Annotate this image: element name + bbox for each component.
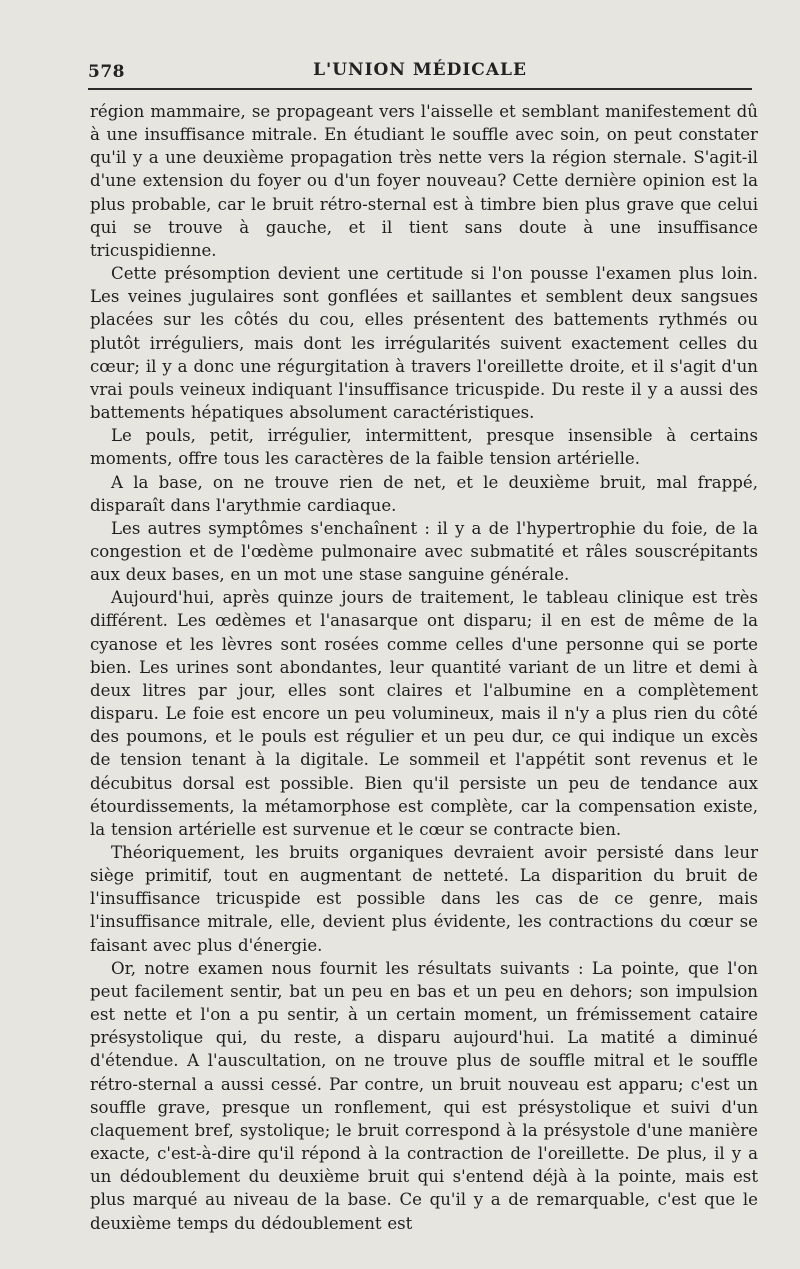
page-header xyxy=(88,58,752,88)
header-rule xyxy=(88,88,752,90)
paragraph: Aujourd'hui, après quinze jours de traitement, le tableau clinique est très différent. Les œdèmes et l'anasarque ont disparu; il en est de même de la cyanose et les lèvres sont rosées comme celles d'une personne qui se porte bien. Les urines sont abondantes, leur quantité variant de un litre et demi à deux litres par jour, elles sont claires et l'albumine en a complètement disparu. Le foie est encore un peu volumineux, mais il n'y a plus rien du côté des poumons, et le pouls est régulier et un peu dur, ce qui indique un excès de tension tenant à la digitale. Le sommeil et l'appétit sont revenus et le décubitus dorsal est possible. Bien qu'il persiste un peu de tendance aux étourdissements, la métamorphose est complète, car la compensation existe, la tension artérielle est survenue et le cœur se contracte bien. xyxy=(90,588,758,839)
paragraph: Théoriquement, les bruits organiques devraient avoir persisté dans leur siège primitif, tout en augmentant de netteté. La disparition du bruit de l'insuffisance tricuspide est possible dans les cas de ce genre, mais l'insuffisance mitrale, elle, devient plus évidente, les contractions du cœur se faisant avec plus d'énergie. xyxy=(90,843,758,955)
paragraph: Les autres symptômes s'enchaînent : il y a de l'hypertrophie du foie, de la congestion et de l'œdème pulmonaire avec submatité et râles souscrépitants aux deux bases, en un mot une stase sanguine générale. xyxy=(90,518,758,585)
paragraph: Cette présomption devient une certitude si l'on pousse l'examen plus loin. Les veines jugulaires sont gonflées et saillantes et semblent deux sangsues placées sur les côtés du cou, elles présentent des battements rythmés ou plutôt irréguliers, mais dont les irrégularités suivent exactement celles du cœur; il y a donc une régurgitation à travers l'oreillette droite, et il s'agit d'un vrai pouls veineux indiquant l'insuffisance tricuspide. Du reste il y a aussi des battements hépatiques absolument caractéristiques. xyxy=(90,264,758,423)
paragraph: Or, notre examen nous fournit les résultats suivants : La pointe, que l'on peut facilement sentir, bat un peu en bas et un peu en dehors; son impulsion est nette et l'on a pu sentir, à un certain moment, un frémissement cataire présystolique qui, du reste, a disparu aujourd'hui. La matité a diminué d'étendue. A l'auscultation, on ne trouve plus de souffle mitral et le souffle rétro-sternal a aussi cessé. Par contre, un bruit nouveau est apparu; c'est un souffle grave, presque un ronflement, qui est présystolique et suivi d'un claquement bref, systolique; le bruit correspond à la présystole d'une manière exacte, c'est-à-dire qu'il répond à la contraction de l'oreillette. De plus, il y a un dédoublement du deuxième bruit qui s'entend déjà à la pointe, mais est plus marqué au niveau de la base. Ce qu'il y a de remarquable, c'est que le deuxième temps du dédoublement est xyxy=(90,958,758,1233)
paragraph-continued: région mammaire, se propageant vers l'aisselle et semblant manifestement dû à une insuffisance mitrale. En étudiant le souffle avec soin, on peut constater qu'il y a une deuxième propagation très nette vers la région sternale. S'agit-il d'une extension du foyer ou d'un foyer nouveau? Cette dernière opinion est la plus probable, car le bruit rétro-sternal est à timbre bien plus grave que celui qui se trouve à gauche, et il tient sans doute à une insuffisance tricuspidienne. xyxy=(90,102,758,260)
running-title: L'UNION MÉDICALE xyxy=(313,60,527,80)
body-text xyxy=(90,100,758,1235)
page-number: 578 xyxy=(88,62,125,82)
paragraph: A la base, on ne trouve rien de net, et le deuxième bruit, mal frappé, disparaît dans l'arythmie cardiaque. xyxy=(90,472,758,515)
paragraph: Le pouls, petit, irrégulier, intermittent, presque insensible à certains moments, offre tous les caractères de la faible tension artérielle. xyxy=(90,426,758,469)
